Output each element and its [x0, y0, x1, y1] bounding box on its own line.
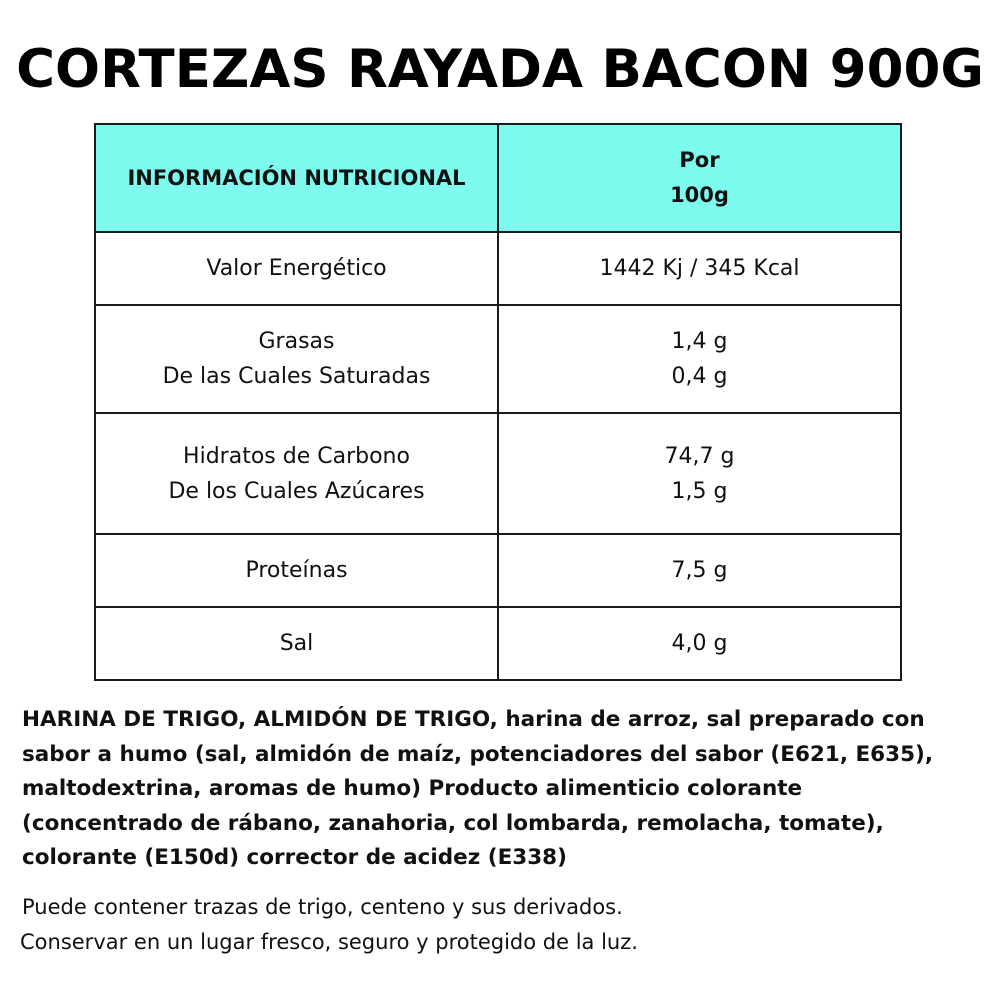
row-value-line: 0,4 g — [671, 364, 728, 389]
row-value-line: 1,5 g — [671, 478, 728, 504]
row-label-line: Grasas — [258, 329, 335, 354]
row-label — [95, 607, 498, 680]
row-value-line: 1442 Kj / 345 Kcal — [599, 256, 800, 281]
row-value-line: 74,7 g — [664, 443, 735, 469]
storage-note: Conservar en un lugar fresco, seguro y protegido de la luz. — [20, 929, 638, 954]
row-value — [498, 607, 901, 680]
ingredients-line: colorante (E150d) corrector de acidez (E338) — [22, 845, 567, 870]
row-label — [95, 534, 498, 607]
row-value — [498, 232, 901, 305]
row-value-line: 1,4 g — [671, 329, 728, 354]
ingredients-line: HARINA DE TRIGO, ALMIDÓN DE TRIGO, harina de arroz, sal preparado con — [22, 707, 925, 732]
ingredients-line: (concentrado de rábano, zanahoria, col lombarda, remolacha, tomate), — [22, 810, 884, 836]
ingredients-line: sabor a humo (sal, almidón de maíz, potenciadores del sabor (E621, E635), — [22, 741, 934, 767]
row-label-line: Hidratos de Carbono — [183, 443, 410, 469]
product-title: CORTEZAS RAYADA BACON 900G — [16, 39, 984, 100]
row-value — [498, 305, 901, 413]
storage-notes — [20, 890, 980, 959]
row-label-line: Sal — [279, 631, 314, 656]
table-row-energy — [95, 232, 901, 305]
ingredients-list — [22, 703, 982, 876]
row-value — [498, 413, 901, 534]
row-label-line: De las Cuales Saturadas — [162, 364, 431, 389]
table-row-salt — [95, 607, 901, 680]
ingredients-line: maltodextrina, aromas de humo) Producto alimenticio colorante — [22, 776, 803, 801]
row-label — [95, 413, 498, 534]
header-value-line1: Por — [679, 148, 720, 172]
header-per-100g — [498, 124, 901, 232]
allergen-note: Puede contener trazas de trigo, centeno y sus derivados. — [22, 895, 623, 919]
row-label — [95, 305, 498, 413]
table-row-carbohydrates — [95, 413, 901, 534]
header-value-line2: 100g — [670, 183, 729, 207]
table-row-proteins — [95, 534, 901, 607]
row-label-line: De los Cuales Azúcares — [168, 478, 425, 504]
row-value-line: 7,5 g — [671, 558, 728, 583]
row-value — [498, 534, 901, 607]
table-row-fats — [95, 305, 901, 413]
header-label: INFORMACIÓN NUTRICIONAL — [95, 124, 498, 232]
row-label-line: Proteínas — [245, 558, 348, 583]
nutrition-table — [94, 123, 902, 681]
nutrition-table-header — [95, 124, 901, 232]
row-value-line: 4,0 g — [671, 631, 728, 656]
row-label — [95, 232, 498, 305]
row-label-line: Valor Energético — [206, 256, 387, 281]
